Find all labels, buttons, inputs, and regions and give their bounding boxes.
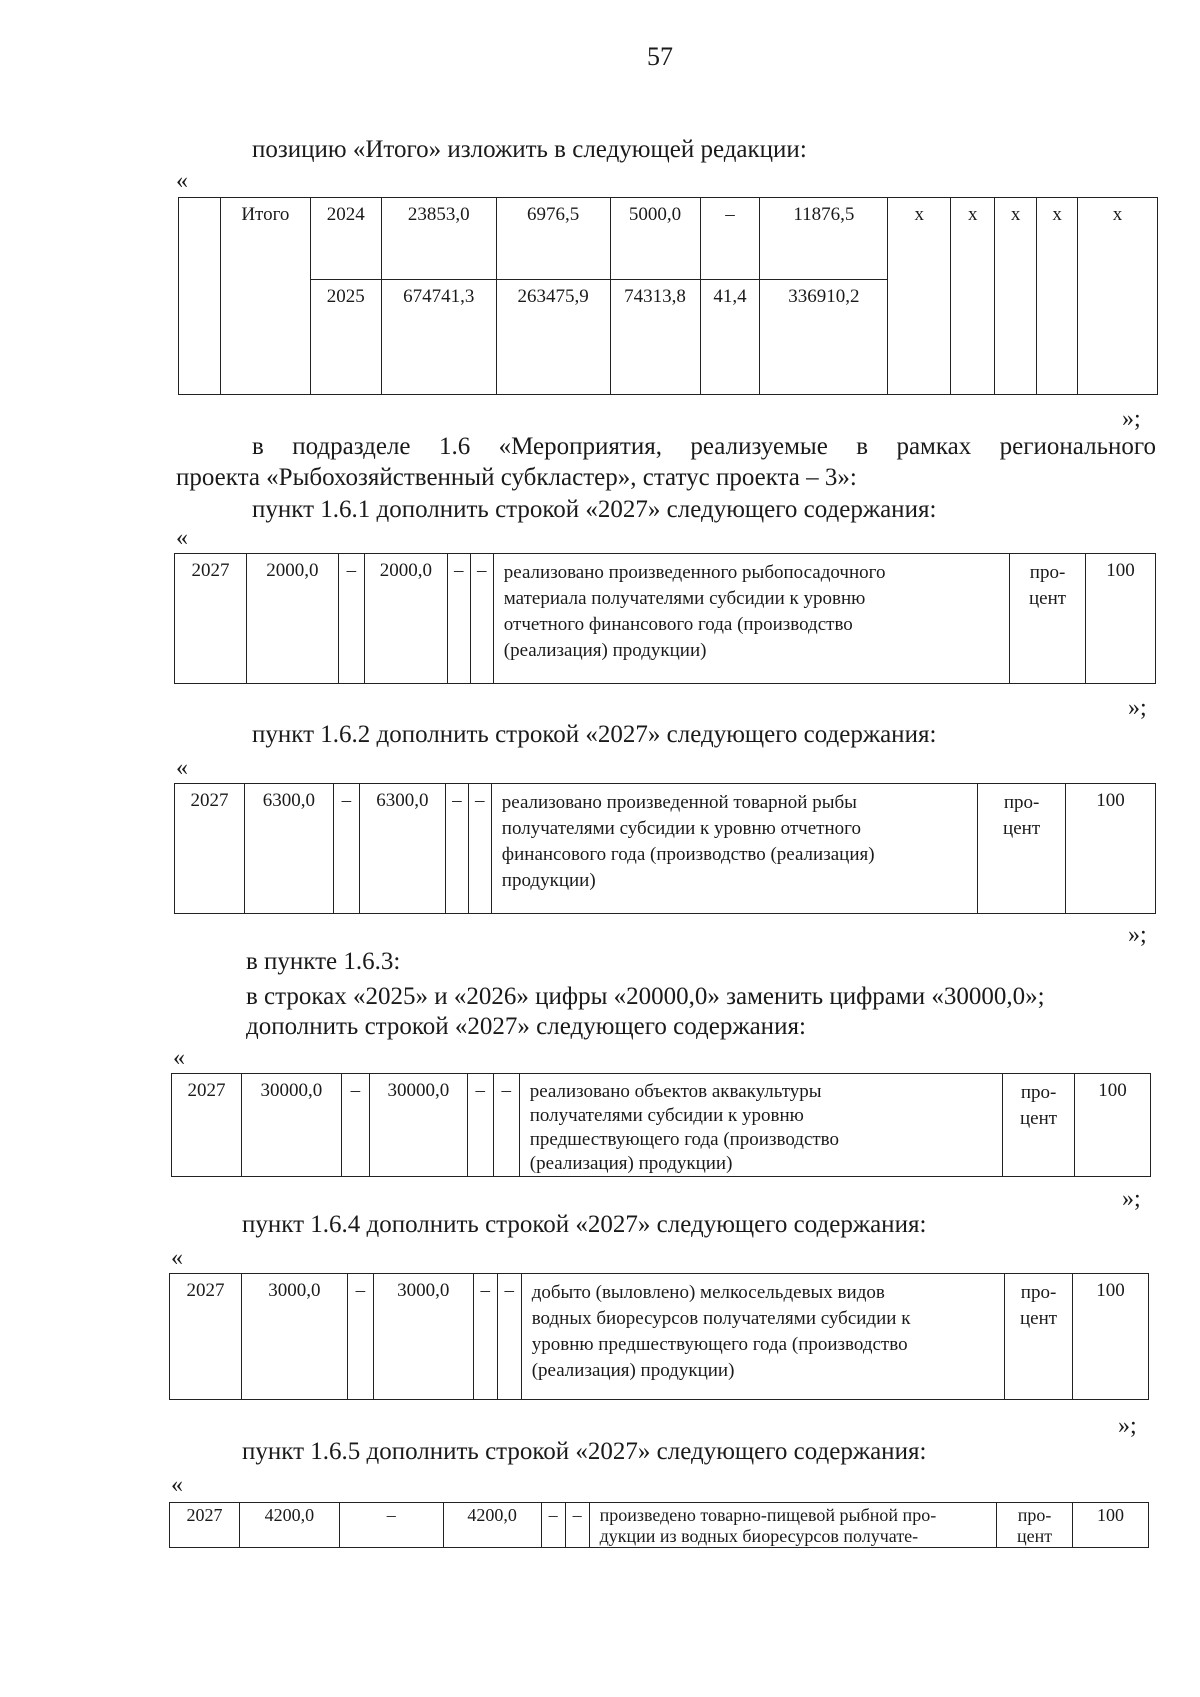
t162-unit-line: цент xyxy=(1003,818,1041,839)
t163-year: 2027 xyxy=(172,1074,242,1177)
t162-unit xyxy=(978,784,1066,914)
intro-itogo: позицию «Итого» изложить в следующей редакции: xyxy=(252,136,807,163)
t164-desc-line: водных биоресурсов получателями субсидии к xyxy=(531,1308,911,1329)
itogo-2025-c1: 674741,3 xyxy=(381,280,496,395)
t165-c: 4200,0 xyxy=(443,1503,541,1548)
t164-value: 100 xyxy=(1073,1274,1149,1400)
table-163 xyxy=(171,1073,1151,1177)
close-quote-161: »; xyxy=(1128,695,1147,721)
t164-e: – xyxy=(497,1274,521,1400)
t164-year: 2027 xyxy=(170,1274,242,1400)
p161-text: пункт 1.6.1 дополнить строкой «2027» следующего содержания: xyxy=(252,496,937,523)
itogo-2024-c4: – xyxy=(700,198,760,280)
open-quote: « xyxy=(176,168,188,194)
t165-desc-line: произведено товарно-пищевой рыбной про- xyxy=(599,1505,937,1525)
itogo-x-1: х xyxy=(888,198,951,395)
t163-unit-line: цент xyxy=(1020,1108,1058,1129)
itogo-2024-c1: 23853,0 xyxy=(381,198,496,280)
t164-b: – xyxy=(347,1274,373,1400)
t161-b: – xyxy=(338,554,364,684)
t163-c: 30000,0 xyxy=(369,1074,467,1177)
p163-line3: дополнить строкой «2027» следующего содержания: xyxy=(246,1013,806,1040)
t165-unit-line: цент xyxy=(1016,1526,1053,1546)
t163-desc-line: предшествующего года (производство xyxy=(529,1129,840,1150)
t165-b: – xyxy=(339,1503,443,1548)
t161-year: 2027 xyxy=(175,554,247,684)
t163-b: – xyxy=(341,1074,369,1177)
t164-unit-line: цент xyxy=(1020,1308,1058,1329)
t163-a: 30000,0 xyxy=(241,1074,341,1177)
t163-unit xyxy=(1003,1074,1075,1177)
t161-desc-line: (реализация) продукции) xyxy=(503,640,707,661)
itogo-x-4: х xyxy=(1037,198,1078,395)
subsection-line-2: проекта «Рыбохозяйственный субкластер», статус проекта – 3»: xyxy=(176,464,857,491)
t162-desc-line: продукции) xyxy=(501,870,596,891)
t161-unit-line: про- xyxy=(1029,562,1066,583)
table-164 xyxy=(169,1273,1149,1400)
t165-desc xyxy=(589,1503,996,1548)
t164-unit xyxy=(1005,1274,1073,1400)
table-162 xyxy=(174,783,1156,914)
t164-desc xyxy=(521,1274,1004,1400)
open-quote-163: « xyxy=(173,1045,185,1071)
p163-head: в пункте 1.6.3: xyxy=(246,948,401,975)
t165-e: – xyxy=(565,1503,589,1548)
t165-unit xyxy=(997,1503,1073,1548)
t163-e: – xyxy=(493,1074,519,1177)
itogo-blank-cell xyxy=(179,198,221,395)
itogo-x-2: х xyxy=(951,198,995,395)
p165-text: пункт 1.6.5 дополнить строкой «2027» следующего содержания: xyxy=(242,1438,927,1465)
t162-unit-line: про- xyxy=(1003,792,1040,813)
t161-desc-line: реализовано произведенного рыбопосадочного xyxy=(503,562,886,583)
t162-desc-line: получателями субсидии к уровню отчетного xyxy=(501,818,861,839)
t161-e: – xyxy=(470,554,493,684)
table-161 xyxy=(174,553,1156,684)
p162-text: пункт 1.6.2 дополнить строкой «2027» следующего содержания: xyxy=(252,721,937,748)
close-quote-163: »; xyxy=(1122,1186,1141,1212)
t163-desc-line: (реализация) продукции) xyxy=(529,1153,733,1174)
t161-value: 100 xyxy=(1086,554,1156,684)
t164-unit-line: про- xyxy=(1020,1282,1057,1303)
open-quote-164: « xyxy=(171,1245,183,1271)
table-165 xyxy=(169,1502,1149,1548)
p164-text: пункт 1.6.4 дополнить строкой «2027» следующего содержания: xyxy=(242,1211,927,1238)
t161-desc-line: отчетного финансового года (производство xyxy=(503,614,853,635)
t164-d: – xyxy=(473,1274,497,1400)
t163-desc-line: реализовано объектов аквакультуры xyxy=(529,1081,822,1102)
t161-unit-line: цент xyxy=(1029,588,1067,609)
page-number: 57 xyxy=(647,42,673,71)
t162-year: 2027 xyxy=(175,784,245,914)
t164-a: 3000,0 xyxy=(241,1274,347,1400)
t164-desc-line: уровню предшествующего года (производство xyxy=(531,1334,908,1355)
close-quote-162: »; xyxy=(1128,922,1147,948)
subsection-paragraph xyxy=(176,431,1156,493)
close-quote-164: »; xyxy=(1118,1413,1137,1439)
t161-a: 2000,0 xyxy=(246,554,338,684)
t165-year: 2027 xyxy=(170,1503,240,1548)
t162-desc-line: финансового года (производство (реализация) xyxy=(501,844,875,865)
close-quote-1: »; xyxy=(1122,406,1141,432)
t164-c: 3000,0 xyxy=(373,1274,473,1400)
t165-a: 4200,0 xyxy=(239,1503,339,1548)
itogo-2024-c5: 11876,5 xyxy=(760,198,888,280)
t162-d: – xyxy=(445,784,468,914)
itogo-2025-c2: 263475,9 xyxy=(496,280,610,395)
t161-desc xyxy=(493,554,1009,684)
p163-line2: в строках «2025» и «2026» цифры «20000,0» заменить цифрами «30000,0»; xyxy=(246,983,1045,1010)
itogo-x-5: х xyxy=(1078,198,1158,395)
open-quote-165: « xyxy=(171,1472,183,1498)
t165-value: 100 xyxy=(1073,1503,1149,1548)
itogo-year-2024: 2024 xyxy=(310,198,381,280)
t162-a: 6300,0 xyxy=(244,784,333,914)
itogo-2025-c5: 336910,2 xyxy=(760,280,888,395)
itogo-x-3: х xyxy=(995,198,1037,395)
t164-desc-line: добыто (выловлено) мелкосельдевых видов xyxy=(531,1282,885,1303)
open-quote-161: « xyxy=(176,525,188,551)
t161-d: – xyxy=(447,554,470,684)
itogo-2025-c4: 41,4 xyxy=(700,280,760,395)
t162-c: 6300,0 xyxy=(359,784,445,914)
itogo-2025-c3: 74313,8 xyxy=(610,280,700,395)
itogo-table xyxy=(178,197,1158,395)
t165-unit-line: про- xyxy=(1017,1505,1052,1525)
t162-value: 100 xyxy=(1066,784,1156,914)
t161-desc-line: материала получателями субсидии к уровню xyxy=(503,588,866,609)
t162-desc xyxy=(491,784,977,914)
subsection-line-1: в подразделе 1.6 «Мероприятия, реализуемые в рамках регионального xyxy=(252,433,1156,460)
t163-unit-line: про- xyxy=(1020,1082,1057,1103)
itogo-2024-c3: 5000,0 xyxy=(610,198,700,280)
t163-value: 100 xyxy=(1075,1074,1151,1177)
t164-desc-line: (реализация) продукции) xyxy=(531,1360,735,1381)
t165-desc-line: дукции из водных биоресурсов получате- xyxy=(599,1526,919,1546)
open-quote-162: « xyxy=(176,755,188,781)
itogo-2024-c2: 6976,5 xyxy=(496,198,610,280)
t163-desc xyxy=(519,1074,1002,1177)
t162-desc-line: реализовано произведенной товарной рыбы xyxy=(501,792,857,813)
t165-d: – xyxy=(541,1503,565,1548)
itogo-label: Итого xyxy=(220,198,310,395)
t162-e: – xyxy=(468,784,491,914)
t161-c: 2000,0 xyxy=(364,554,447,684)
t163-d: – xyxy=(467,1074,493,1177)
t162-b: – xyxy=(333,784,359,914)
t161-unit xyxy=(1010,554,1086,684)
t163-desc-line: получателями субсидии к уровню xyxy=(529,1105,804,1126)
itogo-year-2025: 2025 xyxy=(310,280,381,395)
